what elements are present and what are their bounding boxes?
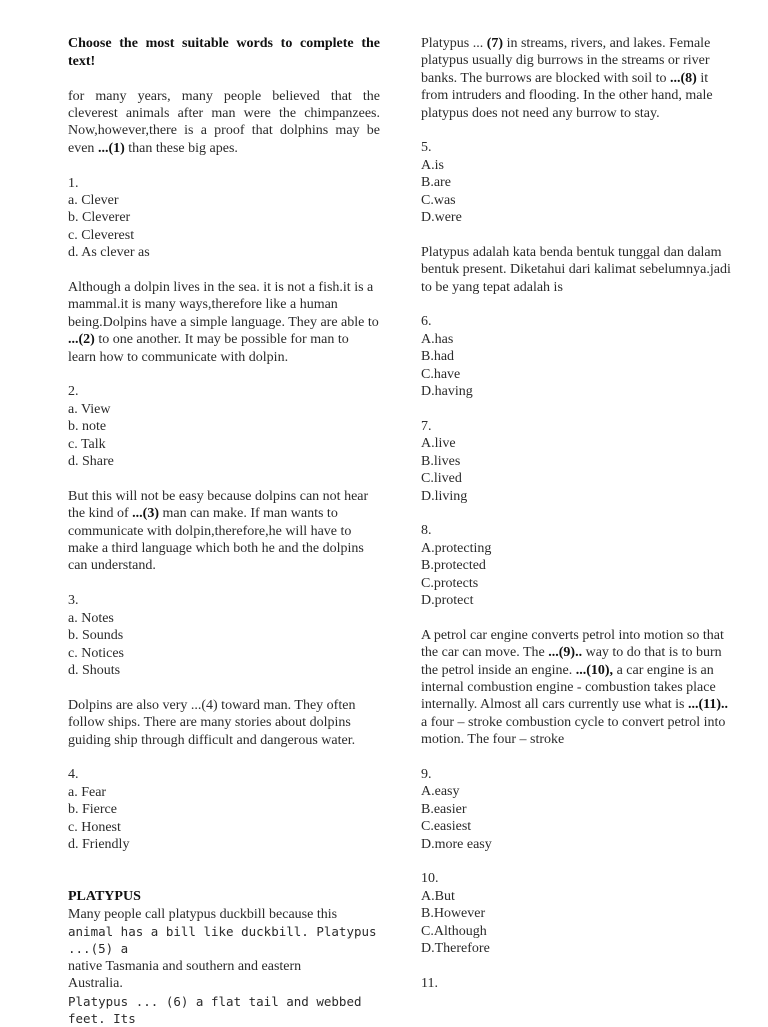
text-segment: a car engine is an internal combustion engine - combustion takes place internally. Almost all cars currently use what is (421, 662, 716, 713)
text-segment: way to do that is to burn the petrol inside an engine. (421, 645, 722, 678)
platypus-line-2: animal has a bill like duckbill. Platypus ...(5) a (68, 923, 377, 957)
platypus-line-1: Many people call platypus duckbill because this (68, 906, 338, 922)
question-number: 1. (68, 175, 79, 191)
engine-paragraph (421, 627, 735, 749)
text-segment: it from intruders and flooding. In the other hand, male platypus does not need any burrow to stay. (421, 70, 713, 121)
option-d: D.more easy (421, 836, 492, 852)
option-a: A.protecting (421, 540, 492, 556)
question-6 (421, 313, 735, 400)
platypus-line-5: Platypus ... (6) a flat tail and webbed feet. Its (68, 993, 362, 1026)
text-segment: than these big apes. (124, 140, 238, 156)
text-segment: man can make. If man wants to communicate with dolpin,therefore,he will have to make a third language which both he and the dolpins can understand. (68, 506, 364, 574)
option-a: A.But (421, 888, 455, 904)
question-4 (68, 766, 380, 853)
blank-10: ...(10), (575, 662, 614, 678)
option-b: b. Sounds (68, 628, 124, 644)
option-b: B.lives (421, 453, 461, 469)
question-number: 3. (68, 593, 79, 609)
dolphin-paragraph-1 (68, 88, 380, 158)
question-number: 4. (68, 767, 79, 783)
question-number: 6. (421, 314, 432, 330)
text-segment: a four – stroke combustion cycle to convert petrol into motion. The four – stroke (421, 714, 726, 748)
question-number: 9. (421, 766, 432, 782)
option-d: D.protect (421, 592, 474, 608)
blank-2: ...(2) (68, 332, 95, 348)
text-segment: But this will not be easy because dolpins can not hear the kind of (68, 488, 369, 522)
option-a: A.live (421, 436, 456, 452)
option-a: a. Fear (68, 784, 107, 800)
platypus-line-4: Australia. (68, 976, 123, 992)
right-column (421, 35, 735, 992)
text-segment: in streams, rivers, and lakes. Female platypus usually dig burrows in the streams or river banks. The burrows are blocked with soil to (421, 36, 711, 86)
option-c: C.lived (421, 471, 462, 487)
blank-3: ...(3) (132, 506, 159, 522)
option-c: C.protects (421, 575, 479, 591)
option-d: D.were (421, 210, 462, 226)
option-c: c. Notices (68, 645, 124, 661)
text-segment: Platypus ... (421, 36, 487, 51)
option-d: D.living (421, 488, 468, 504)
option-b: b. note (68, 419, 107, 435)
option-a: a. Notes (68, 610, 114, 626)
question-2 (68, 383, 380, 470)
option-a: A.is (421, 157, 444, 173)
dolphin-paragraph-4: Dolpins are also very ...(4) toward man. They often follow ships. There are many stories about dolpins guiding ship through difficult and dangerous water. (68, 697, 356, 748)
question-5 (421, 139, 735, 226)
blank-9: ...(9).. (548, 645, 583, 661)
option-b: B.had (421, 349, 455, 365)
option-a: A.easy (421, 784, 460, 800)
question-number: 8. (421, 523, 432, 539)
option-a: a. Clever (68, 193, 119, 208)
option-d: D.having (421, 384, 473, 400)
option-c: c. Talk (68, 436, 106, 452)
blank-11: ...(11).. (687, 697, 729, 713)
option-c: C.have (421, 366, 461, 382)
dolphin-paragraph-3 (68, 488, 380, 575)
explanation-paragraph: Platypus adalah kata benda bentuk tunggal dan dalam bentuk present. Diketahui dari kalimat sebelumnya.jadi to be yang tepat adalah is (421, 244, 731, 295)
option-b: b. Cleverer (68, 210, 131, 226)
option-d: d. Share (68, 454, 114, 470)
option-b: B.are (421, 175, 451, 191)
left-column (68, 35, 380, 1027)
question-3 (68, 592, 380, 679)
instruction: Choose the most suitable words to complete the text! (68, 36, 380, 69)
platypus-paragraph (421, 35, 735, 122)
option-c: C.Although (421, 923, 487, 939)
option-d: D.Therefore (421, 941, 490, 956)
option-d: d. Shouts (68, 662, 121, 678)
question-10 (421, 870, 735, 957)
blank-7: (7) (486, 36, 504, 51)
option-b: B.However (421, 906, 486, 922)
option-c: c. Honest (68, 819, 121, 835)
option-c: C.was (421, 192, 456, 208)
blank-8: ...(8) (669, 70, 697, 86)
option-b: B.easier (421, 801, 467, 817)
option-a: A.has (421, 331, 454, 347)
option-d: d. Friendly (68, 836, 130, 852)
dolphin-paragraph-2 (68, 279, 380, 366)
option-c: c. Cleverest (68, 227, 135, 243)
blank-1: ...(1) (97, 140, 125, 156)
platypus-line-3: native Tasmania and southern and eastern (68, 958, 302, 974)
text-segment: Although a dolpin lives in the sea. it is not a fish.it is a mammal.it is many ways,therefore like a human being.Dolpins have a simple language. They are able to (68, 280, 379, 330)
option-d: d. As clever as (68, 245, 150, 261)
option-b: B.protected (421, 558, 486, 574)
question-number: 5. (421, 140, 432, 156)
option-a: a. View (68, 401, 111, 417)
text-segment: A petrol car engine converts petrol into motion so that the car can move. The (421, 627, 724, 661)
text-segment: to one another. It may be possible for man to learn how to communicate with dolpin. (68, 332, 349, 365)
question-number: 11. (421, 975, 438, 991)
option-c: C.easiest (421, 819, 472, 835)
question-number: 2. (68, 384, 79, 400)
platypus-heading: PLATYPUS (68, 889, 141, 905)
question-number: 10. (421, 871, 439, 887)
option-b: b. Fierce (68, 802, 117, 818)
question-1 (68, 175, 380, 262)
text-segment: for many years, many people believed that the cleverest animals after man were the chimpanzees. Now,however,there is a proof that dolphins may be even (68, 88, 380, 156)
question-11 (421, 975, 735, 992)
question-number: 7. (421, 418, 432, 434)
question-8 (421, 522, 735, 609)
question-9 (421, 766, 735, 853)
question-7 (421, 418, 735, 505)
